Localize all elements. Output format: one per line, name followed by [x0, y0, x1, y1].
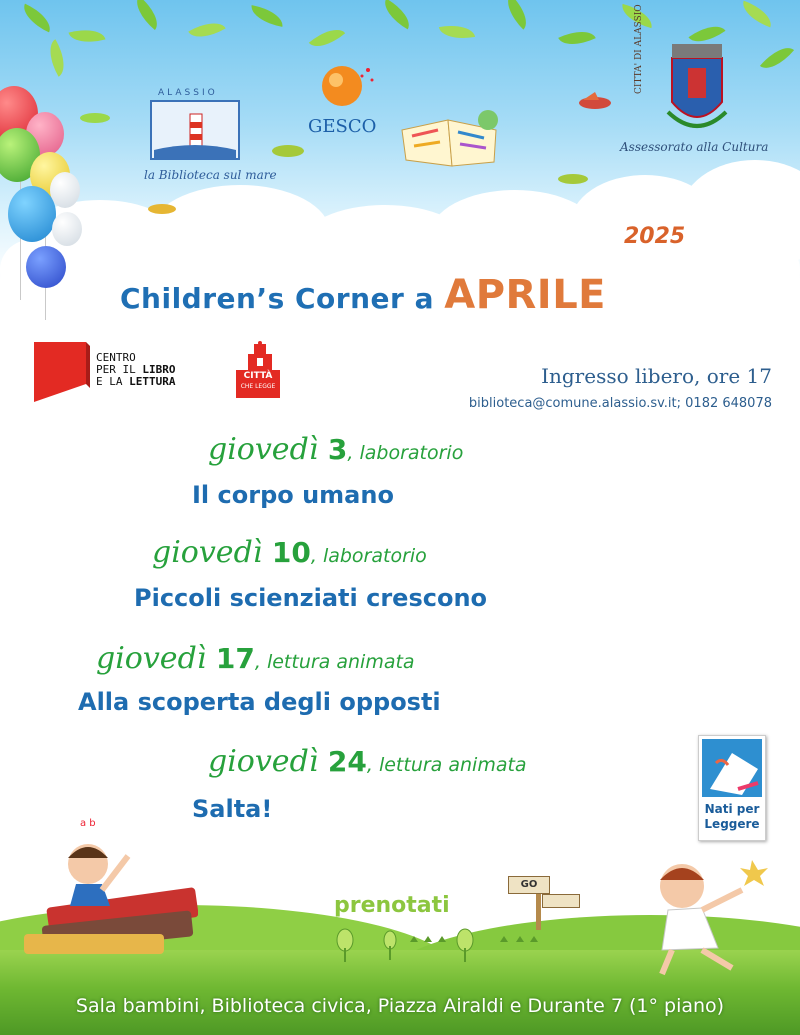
gesco-logo — [302, 62, 392, 152]
city-of-alassio-crest — [612, 4, 782, 161]
event-date-number: 17 — [215, 642, 255, 675]
event-day: giovedì — [152, 535, 272, 570]
event-kind: , laboratorio — [310, 545, 427, 567]
event-kind: , laboratorio — [347, 442, 464, 464]
booking-note: prenotati — [334, 893, 450, 918]
event-date-number: 10 — [271, 536, 311, 569]
citta-line1: CITTÀ — [243, 371, 273, 381]
event-4-title: Salta! — [192, 795, 273, 823]
event-year: 2025 — [624, 224, 686, 249]
citta-che-legge-logo — [232, 340, 288, 406]
assessorato-caption: Assessorato alla Cultura — [620, 140, 769, 154]
flowers-decoration — [330, 928, 550, 968]
library-logo-top-text: ALASSIO — [158, 88, 218, 98]
tower-icon — [240, 340, 280, 374]
running-girl-illustration — [632, 850, 800, 980]
contact-info: biblioteca@comune.alassio.sv.it; 0182 648078 — [468, 396, 772, 411]
gesco-logo-text: GESCO — [308, 116, 377, 137]
centro-line2a: PER IL — [96, 363, 143, 376]
event-1-line — [208, 432, 463, 467]
centro-line2b: LIBRO — [142, 363, 176, 376]
venue-address: Sala bambini, Biblioteca civica, Piazza Airaldi e Durante 7 (1° piano) — [75, 995, 725, 1017]
library-logo-caption: la Biblioteca sul mare — [144, 168, 277, 182]
event-3-title: Alla scoperta degli opposti — [78, 688, 441, 716]
nati-line2: Leggere — [704, 817, 760, 831]
girl-reading-illustration — [18, 806, 198, 956]
event-1-title: Il corpo umano — [192, 481, 394, 509]
city-crest-arc-text: CITTA' DI ALASSIO — [634, 4, 644, 94]
event-day: giovedì — [96, 641, 216, 676]
event-2-title: Piccoli scienziati crescono — [134, 584, 488, 612]
signpost — [504, 872, 584, 932]
title-prefix: Children’s Corner a — [120, 282, 445, 315]
lighthouse-icon — [150, 100, 240, 160]
title-month: APRILE — [444, 272, 607, 318]
svg-text:a b: a b — [80, 818, 96, 829]
event-4-line — [208, 744, 527, 779]
event-3-line — [96, 641, 415, 676]
event-date-number: 3 — [327, 433, 348, 466]
biblioteca-logo — [142, 88, 277, 188]
event-date-number: 24 — [327, 745, 367, 778]
orange-sphere-icon — [316, 62, 376, 112]
centro-line3b: LETTURA — [129, 375, 176, 388]
entry-info: Ingresso libero, ore 17 — [541, 364, 772, 388]
event-2-line — [152, 535, 427, 570]
citta-line2: CHE LEGGE — [240, 383, 276, 390]
centro-line3a: E LA — [96, 375, 130, 388]
centro-line1: CENTRO — [96, 351, 136, 364]
page-title — [120, 272, 606, 318]
event-kind: , lettura animata — [366, 754, 527, 776]
city-crest-icon — [642, 36, 752, 136]
event-day: giovedì — [208, 432, 328, 467]
reading-child-icon — [702, 739, 762, 797]
red-book-icon — [30, 340, 92, 404]
nati-per-leggere-logo — [698, 735, 766, 841]
signpost-label: GO — [508, 876, 550, 894]
event-kind: , lettura animata — [254, 651, 415, 673]
nati-line1: Nati per — [704, 802, 760, 816]
centro-libro-logo — [30, 340, 210, 406]
open-book-icon — [398, 100, 506, 170]
event-day: giovedì — [208, 744, 328, 779]
